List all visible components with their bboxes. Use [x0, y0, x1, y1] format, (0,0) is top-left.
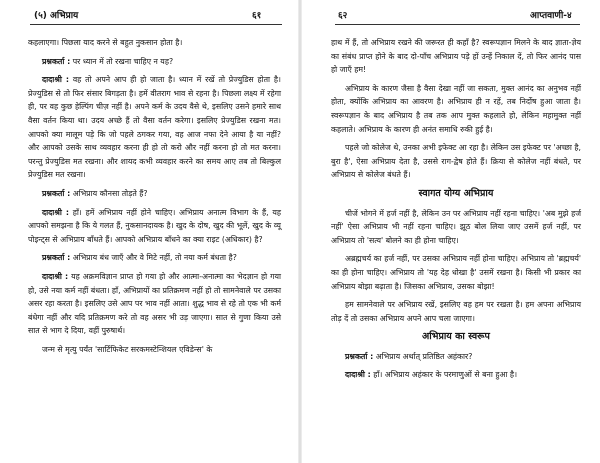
- qa-paragraph: दादाश्री : वह तो अपने आप ही हो जाता है। ध्यान में रखें तो प्रेज्युडिस होता है। प्रेज्युडिस से तो फिर संसार बिगड़ता है। हमें वीतराग भाव से रहना है। पिछला लक्ष्य में रहेगा ही, पर वह कुछ हेल्पिंग चीज़ नहीं है। अपने कर्म के उदय वैसे थे, इसलिए उसने हमारे साथ वैसा वर्तन किया था। उदय अच्छे हैं तो वैसा वर्तन करेगा। इसलिए प्रेज्युडिस रखना मत। आपको क्या मालूम पड़े कि जो पहले ठगकर गया, वह आज नफा देने आया है या नहीं? और आपको उसके साथ व्यवहार करना ही हो तो करो और नहीं करना हो तो मत करना। परन्तु प्रेज्युडिस मत रखना। और शायद कभी व्यवहार करने का समय आए तब तो बिल्कुल प्रेज्युडिस मत रखना।: [28, 75, 281, 180]
- speaker-label: दादाश्री :: [42, 207, 69, 217]
- right-header-rule: [335, 24, 580, 25]
- speaker-label: प्रश्नकर्ता :: [345, 351, 374, 361]
- right-page: [300, 0, 600, 463]
- qa-paragraph: प्रश्नकर्ता : अभिप्राय कौनसा तोड़ते हैं?: [42, 188, 148, 198]
- paragraph: हम सामनेवाले पर अभिप्राय रखें, इसलिए वह हम पर रखता है। हम अपना अभिप्राय तोड़ दें तो उसका अभिप्राय अपने आप चला जाएगा।: [331, 300, 581, 323]
- left-header-chapter: (५) अभिप्राय: [34, 11, 79, 21]
- left-header-rule: [30, 24, 282, 25]
- speaker-label: दादाश्री :: [42, 271, 69, 281]
- speaker-label: दादाश्री :: [42, 75, 70, 85]
- paragraph: हाथ में हैं, तो अभिप्राय रखने की जरूरत ही कहाँ है? स्वरूपज्ञान मिलने के बाद ज्ञाता-ज्ञेय का संबंध प्राप्त होने के बाद दो-पाँच अभिप्राय पड़े हों उन्हें निकाल दें, तो फिर आनंद पास हो जाएँ हम!: [331, 38, 581, 75]
- speaker-label: प्रश्नकर्ता :: [42, 56, 71, 66]
- qa-paragraph: प्रश्नकर्ता : पर ध्यान में तो रखना चाहिए न यह?: [42, 56, 174, 66]
- left-page-number: ६१: [252, 11, 262, 21]
- left-body: [28, 36, 281, 361]
- section-heading: स्वागत योग्य अभिप्राय: [418, 187, 494, 199]
- right-body: [331, 36, 581, 387]
- paragraph: जन्म से मृत्यु पर्यंत 'सार्टिफिकेट सरकमस्टेन्शियल एविडेन्स' के: [42, 344, 213, 354]
- qa-paragraph: दादाश्री : हाँ। अभिप्राय अहंकार के परमाणुओं से बना हुआ है।: [345, 370, 518, 380]
- qa-paragraph: दादाश्री : यह अक्रमविज्ञान प्राप्त हो गया हो और आत्मा-अनात्मा का भेदज्ञान हो गया हो, उसे नया कर्म नहीं बंधता। हाँ, अभिप्रायों का प्रतिक्रमण नहीं हो तो सामनेवाले पर उसका असर रहा करता है। इसलिए उसे आप पर भाव नहीं आता। शुद्ध भाव से रहे तो एक भी कर्म बंधेगा नहीं और यदि प्रतिक्रमण करे तो वह असर भी उड़ जाएगा। सात से गुणा किया उसे सात से भाग दे दिया, वहीं पुरुषार्थ।: [28, 271, 281, 336]
- paragraph: चीजें भोगने में हर्ज नहीं है, लेकिन उन पर अभिप्राय नहीं रहना चाहिए। 'अब मुझे हर्ज नहीं' ऐसा अभिप्राय भी नहीं रहना चाहिए। झूठ बोल लिया जाए उसमें हर्ज नहीं, पर अभिप्राय तो 'सत्य' बोलने का ही होना चाहिए।: [331, 208, 581, 245]
- qa-paragraph: प्रश्नकर्ता : अभिप्राय अर्थात् प्रतिष्ठित अहंकार?: [345, 351, 473, 361]
- qa-paragraph: दादाश्री : हाँ। हमें अभिप्राय नहीं होने चाहिए। अभिप्राय अनात्म विभाग के हैं, यह आपको समझना है कि ये गलत हैं, नुकसानदायक है। खुद के दोष, खुद की भूलें, खुद के व्यू पोइन्ट्स से अभिप्राय बाँधते हैं। आपको अभिप्राय बाँधने का क्या राइट (अधिकार) है?: [28, 207, 281, 244]
- right-page-number: ६२: [338, 11, 348, 21]
- right-header-title: आप्तवाणी-४: [530, 11, 572, 21]
- qa-paragraph: प्रश्नकर्ता : अभिप्राय बंध जाएँ और वे मिटे नहीं, तो नया कर्म बंधता है?: [42, 253, 237, 263]
- section-heading: अभिप्राय का स्वरूप: [422, 331, 490, 343]
- paragraph: अभिप्राय के कारण जैसा है वैसा देखा नहीं जा सकता, मुक्त आनंद का अनुभव नहीं होता, क्योंकि अभिप्राय का आवरण है। अभिप्राय ही न रहें, तब निर्दोष हुआ जाता है। स्वरूपज्ञान के बाद अभिप्राय है तब तक आप मुक्त कहलाते हो, लेकिन महामुक्त नहीं कहलाते। अभिप्राय के कारण ही अनंत समाधि रुकी हुई है।: [331, 83, 581, 134]
- speaker-label: दादाश्री :: [345, 370, 371, 380]
- paragraph: अब्रह्मचर्य का हर्ज नहीं, पर उसका अभिप्राय नहीं होना चाहिए। अभिप्राय तो 'ब्रह्मचर्य' का ही होना चाहिए। अभिप्राय तो 'यह देह धोखा है' उसमें रखना है। किसी भी प्रकार का अभिप्राय बोझा बढ़ाता है। जिसका अभिप्राय, उसका बोझा!: [331, 254, 581, 291]
- speaker-label: प्रश्नकर्ता :: [42, 253, 71, 263]
- paragraph: पहले जो कोलेज थे, उनका अभी इफेक्ट आ रहा है। लेकिन उस इफेक्ट पर 'अच्छा है, बुरा है', ऐसा अभिप्राय देता है, उससे राग-द्वेष होते हैं। क्रिया से कोलेज नहीं बंधते, पर अभिप्राय से कोलेज बंधते हैं।: [331, 143, 581, 180]
- paragraph: कहलाएगा। पिछला याद करने से बहुत नुकसान होता है।: [28, 38, 183, 47]
- speaker-label: प्रश्नकर्ता :: [42, 188, 71, 198]
